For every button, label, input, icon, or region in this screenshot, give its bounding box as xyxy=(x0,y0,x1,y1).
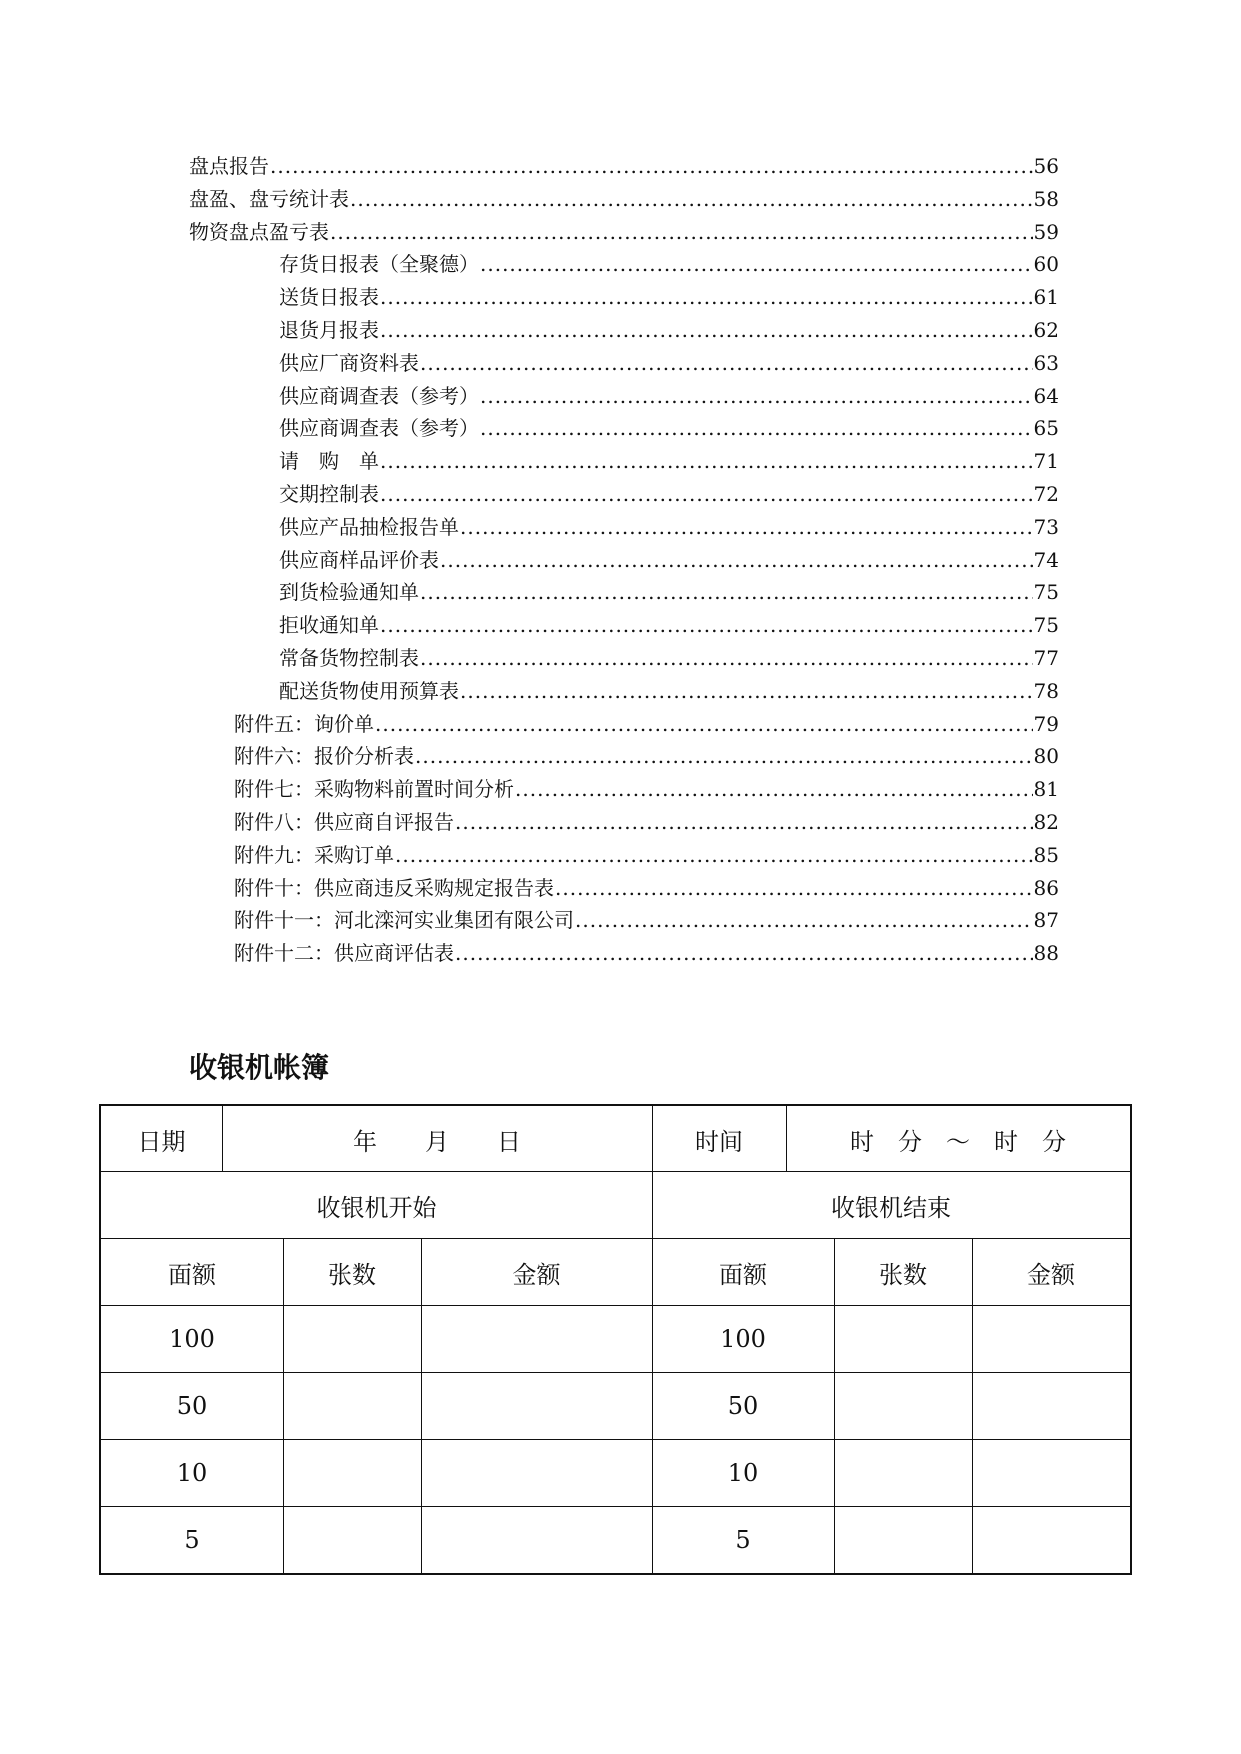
toc-entry-page: 88 xyxy=(1033,941,1059,966)
toc-entry[interactable] xyxy=(279,675,1059,708)
toc-entry[interactable] xyxy=(279,478,1059,511)
toc-entry-title: 盘点报告 xyxy=(189,154,269,178)
time-value: 时 分 ～ 时 分 xyxy=(850,1127,1066,1156)
toc-entry-title: 附件五：询价单 xyxy=(234,711,374,736)
toc-entry-title: 附件十：供应商违反采购规定报告表 xyxy=(234,875,554,900)
ledger-title: 收银机帐簿 xyxy=(189,1051,330,1084)
toc-entry[interactable] xyxy=(279,445,1059,478)
toc-entry[interactable] xyxy=(234,806,1059,839)
time-label: 时间 xyxy=(695,1127,743,1156)
toc-entry[interactable] xyxy=(279,544,1059,577)
toc-entry-page: 56 xyxy=(1033,154,1059,178)
toc-entry-title: 附件十一：河北滦河实业集团有限公司 xyxy=(234,908,574,933)
toc-dot-leader xyxy=(350,183,1033,216)
toc-dot-leader xyxy=(515,773,1033,806)
toc-dot-leader xyxy=(555,872,1033,905)
toc-entry[interactable] xyxy=(279,347,1059,380)
toc-entry-title: 盘盈、盘亏统计表 xyxy=(189,186,349,211)
start-count-header: 张数 xyxy=(328,1260,376,1289)
toc-dot-leader xyxy=(420,576,1033,609)
toc-dot-leader xyxy=(380,314,1033,347)
toc-dot-leader xyxy=(270,150,1033,183)
start-denomination-cell: 5 xyxy=(184,1526,200,1554)
toc-entry[interactable] xyxy=(234,708,1059,741)
toc-entry-page: 62 xyxy=(1033,318,1059,342)
toc-entry-page: 64 xyxy=(1033,383,1059,408)
start-amount-header: 金额 xyxy=(512,1260,561,1289)
toc-entry-title: 请 购 单 xyxy=(279,449,379,474)
toc-dot-leader xyxy=(440,544,1033,577)
end-denomination-header: 面额 xyxy=(719,1260,767,1289)
toc-dot-leader xyxy=(480,248,1033,281)
start-denomination-cell: 100 xyxy=(169,1325,215,1353)
toc-entry-title: 退货月报表 xyxy=(279,318,379,342)
toc-entry[interactable] xyxy=(279,314,1059,347)
toc-entry-page: 60 xyxy=(1033,252,1059,277)
start-denomination-cell: 50 xyxy=(176,1392,208,1420)
toc-dot-leader xyxy=(380,609,1033,642)
toc-entry[interactable] xyxy=(279,281,1059,314)
toc-entry-page: 58 xyxy=(1033,186,1059,211)
end-amount-header: 金额 xyxy=(1027,1260,1075,1289)
end-count-header: 张数 xyxy=(879,1260,927,1289)
cash-register-ledger-table xyxy=(99,1104,1132,1575)
toc-entry-title: 拒收通知单 xyxy=(279,613,379,638)
toc-entry-page: 65 xyxy=(1033,416,1059,441)
toc-entry-title: 供应产品抽检报告单 xyxy=(279,514,459,539)
toc-entry[interactable] xyxy=(234,773,1059,806)
toc-entry-page: 72 xyxy=(1033,482,1059,506)
toc-entry-page: 77 xyxy=(1033,646,1059,670)
toc-entry[interactable] xyxy=(234,872,1059,905)
toc-entry-title: 附件十二：供应商评估表 xyxy=(234,941,454,966)
register-start-header: 收银机开始 xyxy=(316,1193,437,1222)
toc-dot-leader xyxy=(420,347,1033,380)
toc-entry[interactable] xyxy=(279,642,1059,675)
toc-entry-title: 附件八：供应商自评报告 xyxy=(234,810,454,834)
toc-entry-page: 79 xyxy=(1033,711,1059,736)
toc-entry-page: 80 xyxy=(1033,744,1059,769)
toc-entry[interactable] xyxy=(234,904,1059,937)
toc-entry-page: 73 xyxy=(1033,514,1059,539)
toc-entry[interactable] xyxy=(279,609,1059,642)
toc-entry-page: 75 xyxy=(1033,613,1059,638)
toc-entry-title: 配送货物使用预算表 xyxy=(279,678,459,703)
toc-entry[interactable] xyxy=(234,740,1059,773)
toc-dot-leader xyxy=(575,904,1033,937)
toc-dot-leader xyxy=(480,412,1033,445)
toc-entry-title: 常备货物控制表 xyxy=(279,646,419,670)
toc-dot-leader xyxy=(380,445,1033,478)
toc-dot-leader xyxy=(380,281,1033,314)
toc-entry-page: 61 xyxy=(1033,285,1059,310)
toc-entry-page: 85 xyxy=(1033,842,1059,867)
toc-dot-leader xyxy=(455,806,1033,839)
end-denomination-cell: 100 xyxy=(720,1325,766,1353)
toc-entry-title: 交期控制表 xyxy=(279,482,379,506)
toc-entry-page: 87 xyxy=(1033,908,1059,933)
toc-entry[interactable] xyxy=(234,937,1059,970)
toc-dot-leader xyxy=(460,511,1033,544)
toc-entry[interactable] xyxy=(279,248,1059,281)
toc-entry-title: 存货日报表（全聚德） xyxy=(279,252,479,277)
toc-dot-leader xyxy=(330,216,1033,249)
toc-entry[interactable] xyxy=(234,839,1059,872)
toc-entry[interactable] xyxy=(189,183,1059,216)
toc-entry-page: 86 xyxy=(1033,875,1059,900)
toc-dot-leader xyxy=(375,708,1033,741)
register-end-header: 收银机结束 xyxy=(831,1193,951,1222)
toc-dot-leader xyxy=(415,740,1033,773)
toc-entry-page: 75 xyxy=(1033,580,1059,605)
toc-entry-page: 74 xyxy=(1033,547,1059,572)
toc-entry-title: 到货检验通知单 xyxy=(279,580,419,605)
toc-entry-title: 物资盘点盈亏表 xyxy=(189,219,329,244)
toc-entry-page: 63 xyxy=(1033,350,1059,375)
start-denomination-header: 面额 xyxy=(168,1260,216,1289)
toc-entry[interactable] xyxy=(279,412,1059,445)
toc-dot-leader xyxy=(460,675,1033,708)
toc-entry-title: 供应厂商资料表 xyxy=(279,350,419,375)
toc-entry-title: 供应商样品评价表 xyxy=(279,547,439,572)
toc-entry-title: 供应商调查表（参考） xyxy=(279,416,479,441)
toc-dot-leader xyxy=(380,478,1033,511)
end-denomination-cell: 5 xyxy=(735,1526,751,1554)
toc-dot-leader xyxy=(455,937,1033,970)
toc-entry[interactable] xyxy=(189,150,1059,183)
toc-entry-title: 附件九：采购订单 xyxy=(234,842,394,867)
toc-entry-page: 78 xyxy=(1033,678,1059,703)
toc-entry-title: 附件六：报价分析表 xyxy=(234,744,414,769)
end-denomination-cell: 50 xyxy=(727,1392,759,1420)
toc-dot-leader xyxy=(420,642,1033,675)
toc-dot-leader xyxy=(395,839,1033,872)
toc-entry-page: 71 xyxy=(1033,449,1059,474)
toc-entry[interactable] xyxy=(189,216,1059,249)
start-denomination-cell: 10 xyxy=(176,1459,208,1487)
toc-entry-page: 81 xyxy=(1033,777,1059,802)
toc-entry-title: 附件七：采购物料前置时间分析 xyxy=(234,777,514,802)
end-denomination-cell: 10 xyxy=(727,1459,759,1487)
date-value: 年 月 日 xyxy=(353,1127,521,1156)
toc-entry-page: 82 xyxy=(1033,810,1059,834)
toc-entry-page: 59 xyxy=(1033,219,1059,244)
toc-entry[interactable] xyxy=(279,576,1059,609)
toc-entry-title: 供应商调查表（参考） xyxy=(279,383,479,408)
date-label: 日期 xyxy=(137,1127,186,1156)
toc-entry-title: 送货日报表 xyxy=(279,285,379,310)
toc-entry[interactable] xyxy=(279,380,1059,413)
toc-dot-leader xyxy=(480,380,1033,413)
toc-entry[interactable] xyxy=(279,511,1059,544)
